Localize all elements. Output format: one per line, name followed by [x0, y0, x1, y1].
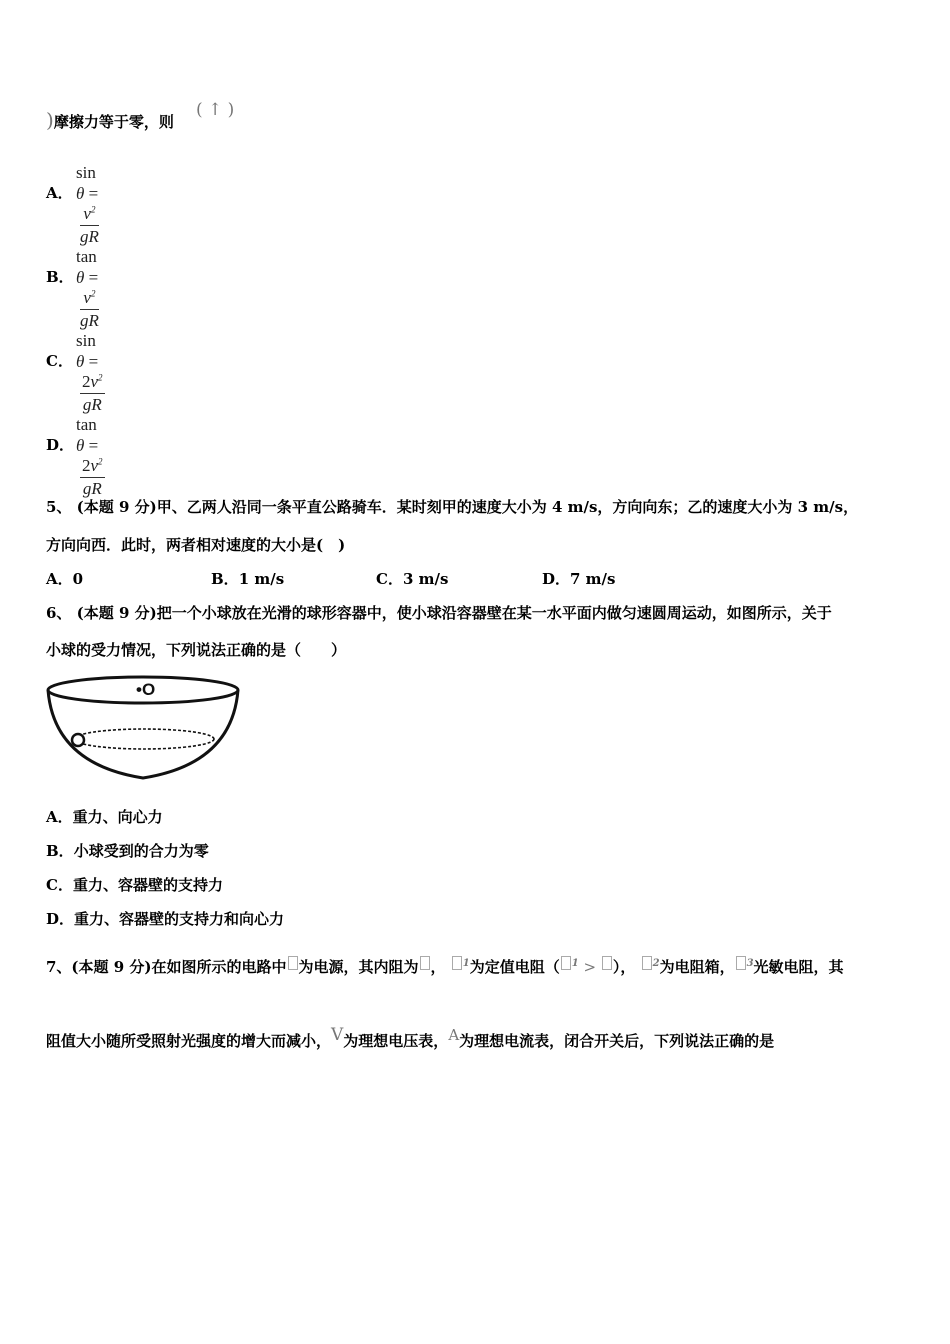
q5-option-c[interactable]: C．3 m/s: [376, 570, 449, 588]
q4-option-a[interactable]: A． sin θ = $\frac{v^2}{gR}$: [46, 163, 99, 247]
q4-option-d[interactable]: D． tan θ = $\frac{2v^2}{gR}$: [46, 415, 103, 499]
q4-option-c[interactable]: C． sin θ = $\frac{2v^2}{gR}$: [46, 331, 103, 415]
ammeter-symbol: A: [448, 1026, 460, 1044]
symbol-e-placeholder: [288, 956, 298, 970]
q4-option-b-formula: tan θ = $\frac{v^2}{gR}$: [76, 247, 99, 331]
q6-option-d[interactable]: D．重力、容器壁的支持力和向心力: [46, 910, 285, 928]
q4-option-b[interactable]: B． tan θ = $\frac{v^2}{gR}$: [46, 247, 99, 331]
center-label: •O: [136, 680, 156, 699]
symbol-r-placeholder: [420, 956, 430, 970]
bowl-figure: [44, 672, 244, 784]
q5-option-d[interactable]: D．7 m/s: [542, 570, 616, 588]
symbol-r2-placeholder: [642, 956, 652, 970]
q6-option-a[interactable]: A．重力、向心力: [46, 808, 163, 826]
q4-option-d-formula: tan θ = $\frac{2v^2}{gR}$: [76, 415, 103, 499]
q4-option-c-formula: sin θ = $\frac{2v^2}{gR}$: [76, 331, 103, 415]
q7-stem-line2: 阻值大小随所受照射光强度的增大而减小，V为理想电压表，A为理想电流表，闭合开关后，下列说法正确的是: [46, 1025, 775, 1050]
q4-stem-text: 摩擦力等于零，则: [53, 113, 174, 131]
voltmeter-symbol: V: [331, 1025, 344, 1045]
q5-option-a[interactable]: A．0: [46, 570, 84, 588]
q5-option-b[interactable]: B．1 m/s: [211, 570, 285, 588]
symbol-r1-placeholder: [452, 956, 462, 970]
q7-stem-line1: 7、(本题 9 分)在如图所示的电路中 为电源，其内阻为 ， $^1$为定值电阻（ $^1$ > ）， $^2$为电阻箱， $^3$光敏电阻，其: [46, 958, 844, 976]
symbol-r3-placeholder: [736, 956, 746, 970]
q5-stem-line1: 5、 (本题 9 分)甲、乙两人沿同一条平直公路骑车．某时刻甲的速度大小为 4 m/s，方向向东；乙的速度大小为 3 m/s，: [46, 498, 859, 516]
ball: [72, 734, 84, 746]
q5-stem-line2: 方向向西．此时，两者相对速度的大小是( ): [46, 536, 346, 554]
q4-paren: ): [46, 108, 54, 132]
q4-option-a-formula: sin θ = $\frac{v^2}{gR}$: [76, 163, 99, 247]
q4-answer-bracket: ( ↑ ): [196, 100, 235, 120]
q6-stem-line2: 小球的受力情况，下列说法正确的是（ ）: [46, 641, 347, 659]
q4-stem-tail: [46, 108, 174, 132]
orbit-path: [74, 729, 214, 749]
q6-option-b[interactable]: B．小球受到的合力为零: [46, 842, 209, 860]
q6-option-c[interactable]: C．重力、容器壁的支持力: [46, 876, 223, 894]
q6-stem-line1: 6、 (本题 9 分)把一个小球放在光滑的球形容器中，使小球沿容器壁在某一水平面内做匀速圆周运动，如图所示，关于: [46, 604, 832, 622]
